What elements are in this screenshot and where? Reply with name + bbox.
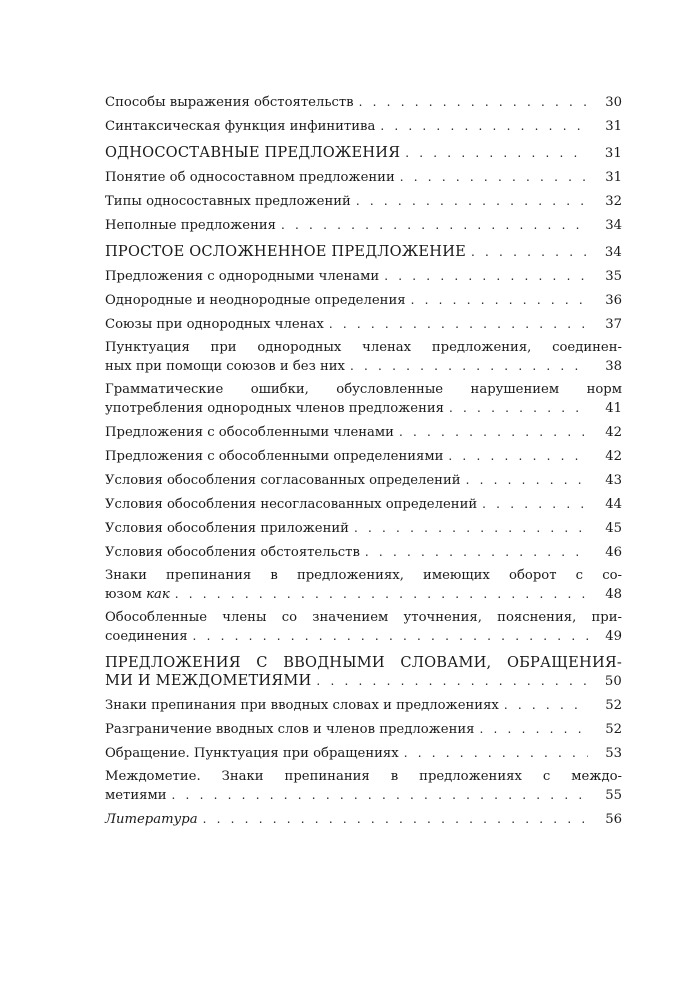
dot-leader — [375, 117, 588, 135]
dot-leader — [349, 519, 588, 537]
dot-leader — [351, 192, 588, 210]
toc-entry-title-line: ПРЕДЛОЖЕНИЯ С ВВОДНЫМИ СЛОВАМИ, ОБРАЩЕНИЯ- — [105, 654, 622, 671]
page-number: 48 — [605, 587, 622, 602]
toc-entry-title: Условия обособления согласованных определений — [105, 473, 461, 488]
toc-entry-title-line: Знаки препинания в предложениях, имеющих оборот с со- — [105, 568, 622, 583]
toc-entry — [105, 291, 622, 310]
toc-section-entry — [105, 243, 622, 262]
toc-entry-title: Предложения с обособленными определениями — [105, 449, 444, 464]
toc-entry-title-line: Пунктуация при однородных членах предложения, соединен- — [105, 340, 622, 355]
dot-leader — [167, 786, 588, 804]
toc-entry-title: Понятие об односоставном предложении — [105, 170, 395, 185]
toc-entry-title: Союзы при однородных членах — [105, 317, 324, 332]
toc-entry-title-italic: как — [146, 587, 170, 602]
toc-entry — [105, 720, 622, 739]
toc-entry — [105, 744, 622, 763]
toc-entry-title: Разграничение вводных слов и членов предложения — [105, 722, 475, 737]
toc-entry — [105, 567, 622, 604]
page-number: 43 — [605, 473, 622, 488]
page-number: 37 — [605, 317, 622, 332]
toc-entry-title: Однородные и неоднородные определения — [105, 293, 406, 308]
dot-leader — [379, 267, 588, 285]
toc-entry-title: Условия обособления несогласованных определений — [105, 497, 478, 512]
page-number: 50 — [604, 674, 622, 689]
page-number: 42 — [605, 425, 622, 440]
toc-entry-title: метиями — [105, 788, 167, 803]
page-number: 36 — [605, 293, 622, 308]
toc-entry-title-line: Междометие. Знаки препинания в предложениях с междо- — [105, 769, 622, 784]
toc-entry — [105, 768, 622, 805]
toc-entry-title-line: Обособленные члены со значением уточнения, пояснения, при- — [105, 610, 622, 625]
page-number: 52 — [605, 698, 622, 713]
page-number: 45 — [605, 521, 622, 536]
toc-entry-title-line: Грамматические ошибки, обусловленные нарушением норм — [105, 382, 622, 397]
page-number: 31 — [604, 146, 622, 161]
toc-entry-title: Предложения с однородными членами — [105, 269, 380, 284]
toc-entry — [105, 168, 622, 187]
toc-entry-title: Способы выражения обстоятельств — [105, 95, 354, 110]
toc-entry-title: ОДНОСОСТАВНЫЕ ПРЕДЛОЖЕНИЯ — [105, 144, 401, 161]
dot-leader — [466, 243, 588, 261]
dot-leader — [400, 144, 588, 162]
dot-leader — [461, 471, 588, 489]
page-number: 56 — [605, 812, 622, 827]
toc-entry — [105, 192, 622, 211]
page-number: 49 — [605, 629, 622, 644]
toc-entry — [105, 315, 622, 334]
page-number: 55 — [605, 788, 622, 803]
page-number: 53 — [605, 746, 622, 761]
toc-entry — [105, 471, 622, 490]
dot-leader — [360, 543, 588, 561]
page-number: 38 — [605, 359, 622, 374]
dot-leader — [170, 585, 588, 603]
dot-leader — [477, 495, 588, 513]
toc-entry-title: ПРОСТОЕ ОСЛОЖНЕННОЕ ПРЕДЛОЖЕНИЕ — [105, 243, 466, 260]
page-number: 44 — [605, 497, 622, 512]
toc-entry-title: соединения — [105, 629, 188, 644]
toc-entry — [105, 495, 622, 514]
toc-section-entry — [105, 144, 622, 163]
toc-entry-title: употребления однородных членов предложения — [105, 401, 444, 416]
page-number: 30 — [605, 95, 622, 110]
toc-entry — [105, 810, 622, 829]
page-number: 52 — [605, 722, 622, 737]
toc-entry — [105, 423, 622, 442]
dot-leader — [443, 447, 588, 465]
toc-entry — [105, 339, 622, 376]
toc-entry — [105, 543, 622, 562]
toc-entry — [105, 447, 622, 466]
dot-leader — [311, 672, 588, 690]
toc-entry-title: Условия обособления обстоятельств — [105, 545, 360, 560]
dot-leader — [188, 627, 588, 645]
toc-entry — [105, 519, 622, 538]
table-of-contents — [105, 93, 622, 829]
toc-entry-title: Знаки препинания при вводных словах и предложениях — [105, 698, 499, 713]
dot-leader — [324, 315, 588, 333]
page-number: 46 — [605, 545, 622, 560]
toc-entry-title: Литература — [105, 812, 198, 827]
page-number: 41 — [605, 401, 622, 416]
toc-entry-title: Обращение. Пунктуация при обращениях — [105, 746, 399, 761]
toc-entry-title: Типы односоставных предложений — [105, 194, 351, 209]
dot-leader — [395, 168, 588, 186]
page-number: 31 — [605, 170, 622, 185]
toc-entry-title: Условия обособления приложений — [105, 521, 349, 536]
dot-leader — [406, 291, 588, 309]
toc-entry — [105, 216, 622, 235]
toc-entry-title: Предложения с обособленными членами — [105, 425, 394, 440]
toc-entry-title: Синтаксическая функция инфинитива — [105, 119, 376, 134]
toc-entry-title: Неполные предложения — [105, 218, 276, 233]
dot-leader — [394, 423, 588, 441]
toc-entry — [105, 609, 622, 646]
toc-entry — [105, 381, 622, 418]
toc-section-entry — [105, 654, 622, 691]
toc-entry — [105, 267, 622, 286]
dot-leader — [475, 720, 589, 738]
page-number: 31 — [605, 119, 622, 134]
page-number: 34 — [604, 245, 622, 260]
dot-leader — [198, 810, 588, 828]
dot-leader — [345, 357, 588, 375]
toc-entry — [105, 93, 622, 112]
toc-entry-title: юзом как — [105, 587, 170, 602]
dot-leader — [276, 216, 588, 234]
toc-entry — [105, 696, 622, 715]
dot-leader — [444, 399, 588, 417]
toc-entry-title: ных при помощи союзов и без них — [105, 359, 345, 374]
toc-entry-title: МИ И МЕЖДОМЕТИЯМИ — [105, 672, 312, 689]
page-number: 32 — [605, 194, 622, 209]
page-number: 35 — [605, 269, 622, 284]
dot-leader — [499, 696, 588, 714]
dot-leader — [354, 93, 588, 111]
page-number: 34 — [605, 218, 622, 233]
dot-leader — [399, 744, 588, 762]
toc-entry — [105, 117, 622, 136]
page-number: 42 — [605, 449, 622, 464]
